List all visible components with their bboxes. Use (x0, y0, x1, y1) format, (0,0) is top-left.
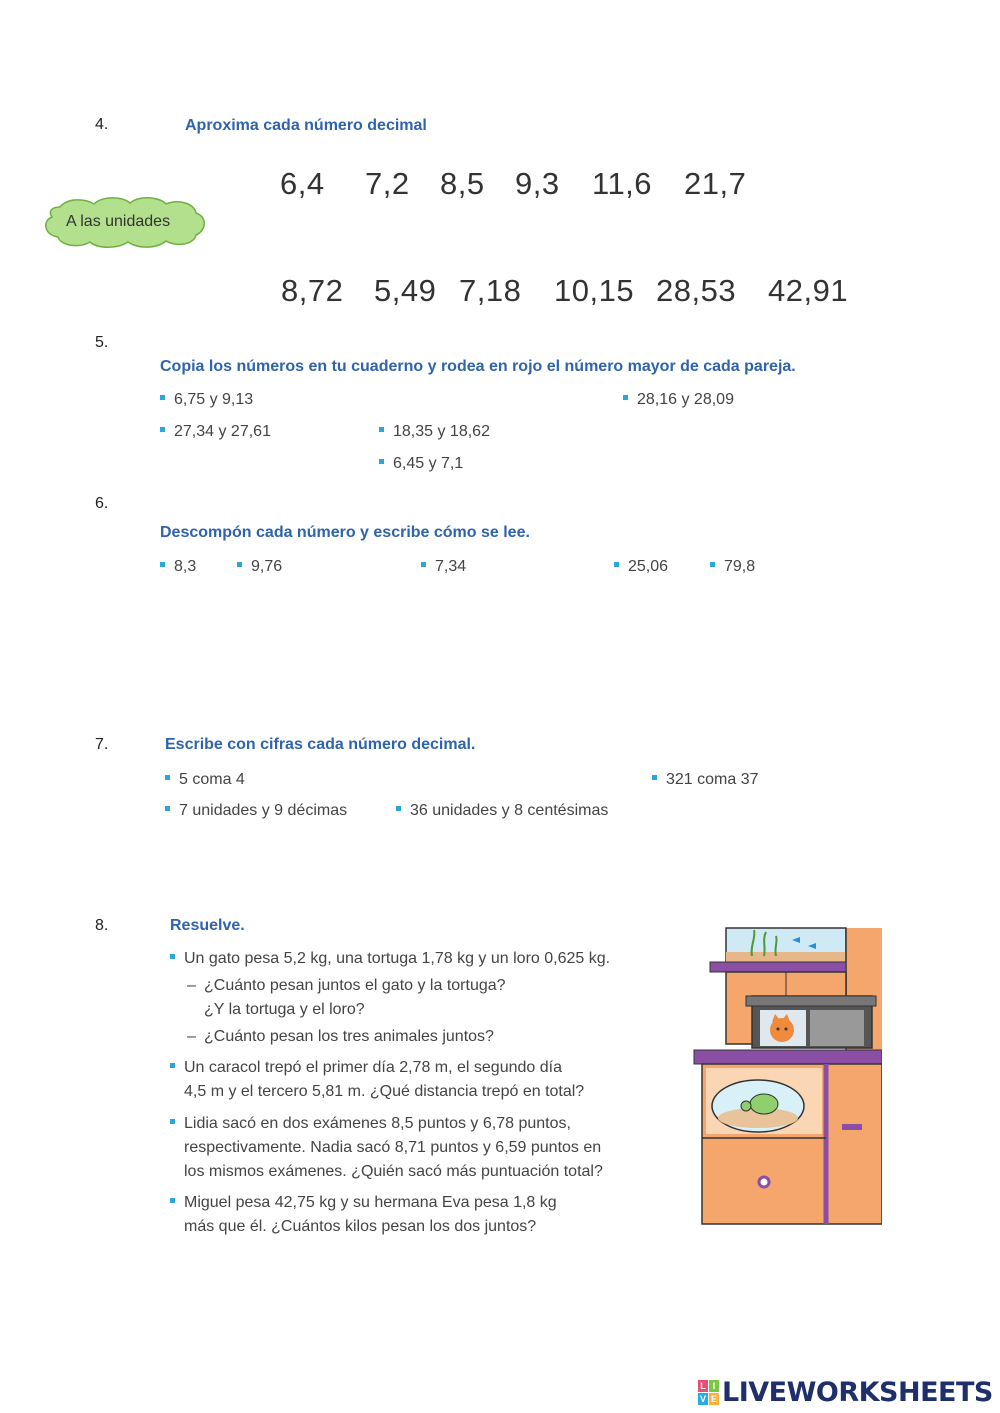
row2-number: 42,91 (768, 273, 849, 308)
problem-3-line3: los mismos exámenes. ¿Quién sacó más puntuación total? (184, 1163, 603, 1180)
list-item: 7,34 (421, 558, 466, 576)
row1-number: 21,7 (684, 166, 747, 201)
row2-number: 8,72 (281, 273, 344, 308)
list-item: 321 coma 37 (652, 771, 759, 789)
row1-number: 9,3 (515, 166, 560, 201)
row1-number: 8,5 (440, 166, 485, 201)
row1-number: 7,2 (365, 166, 410, 201)
row2-number: 5,49 (374, 273, 437, 308)
liveworksheets-logo-text: LIVEWORKSHEETS (722, 1377, 993, 1408)
row2-number: 10,15 (554, 273, 635, 308)
logo-badge-letter: I (709, 1380, 719, 1392)
list-item: 7 unidades y 9 décimas (165, 802, 347, 820)
row1-number: 6,4 (280, 166, 325, 201)
problem-3-line1: Lidia sacó en dos exámenes 8,5 puntos y 6,78 puntos, (170, 1115, 571, 1133)
problem-2-line1: Un caracol trepó el primer día 2,78 m, el segundo día (170, 1059, 562, 1077)
list-item: 79,8 (710, 558, 755, 576)
question-4-title: Aproxima cada número decimal (185, 117, 427, 134)
question-5-number: 5. (95, 334, 109, 351)
list-item: 8,3 (160, 558, 196, 576)
cloud-label: A las unidades (66, 213, 171, 230)
logo-badge-letter: V (699, 1394, 706, 1404)
list-item: 5 coma 4 (165, 771, 245, 789)
logo-badge-letter: E (710, 1394, 717, 1404)
list-item: 18,35 y 18,62 (379, 423, 490, 441)
row2-number: 28,53 (656, 273, 737, 308)
question-7-number: 7. (95, 736, 109, 753)
question-5-title: Copia los números en tu cuaderno y rodea en rojo el número mayor de cada pareja. (160, 358, 796, 375)
question-4-number: 4. (95, 116, 109, 133)
list-item: 25,06 (614, 558, 668, 576)
dash: – (187, 1028, 196, 1045)
list-item: 9,76 (237, 558, 282, 576)
pets-cabinet-illustration (692, 926, 882, 1226)
problem-4-line2: más que él. ¿Cuántos kilos pesan los dos juntos? (184, 1218, 537, 1235)
list-item: 6,45 y 7,1 (379, 455, 463, 473)
row1-number: 11,6 (592, 166, 653, 201)
problem-2-line2: 4,5 m y el tercero 5,81 m. ¿Qué distancia trepó en total? (184, 1083, 585, 1100)
question-8-title: Resuelve. (170, 917, 245, 934)
dash: – (187, 977, 196, 994)
row2-number: 7,18 (459, 273, 522, 308)
problem-1: Un gato pesa 5,2 kg, una tortuga 1,78 kg y un loro 0,625 kg. (170, 950, 610, 968)
problem-3-line2: respectivamente. Nadia sacó 8,71 puntos y 6,59 puntos en (184, 1139, 602, 1156)
question-8-number: 8. (95, 917, 109, 934)
list-item: 28,16 y 28,09 (623, 391, 734, 409)
list-item: 27,34 y 27,61 (160, 423, 271, 441)
problem-1a-line1: ¿Cuánto pesan juntos el gato y la tortuga? (204, 977, 506, 994)
question-6-title: Descompón cada número y escribe cómo se lee. (160, 524, 530, 541)
logo-badge-letter: L (698, 1380, 708, 1392)
question-7-title: Escribe con cifras cada número decimal. (165, 736, 476, 753)
list-item: 6,75 y 9,13 (160, 391, 253, 409)
problem-1a-line2: ¿Y la tortuga y el loro? (204, 1001, 365, 1018)
question-6-number: 6. (95, 495, 109, 512)
liveworksheets-logo-icon (698, 1380, 719, 1406)
problem-4-line1: Miguel pesa 42,75 kg y su hermana Eva pesa 1,8 kg (170, 1194, 557, 1212)
list-item: 36 unidades y 8 centésimas (396, 802, 608, 820)
problem-1b: ¿Cuánto pesan los tres animales juntos? (204, 1028, 494, 1045)
